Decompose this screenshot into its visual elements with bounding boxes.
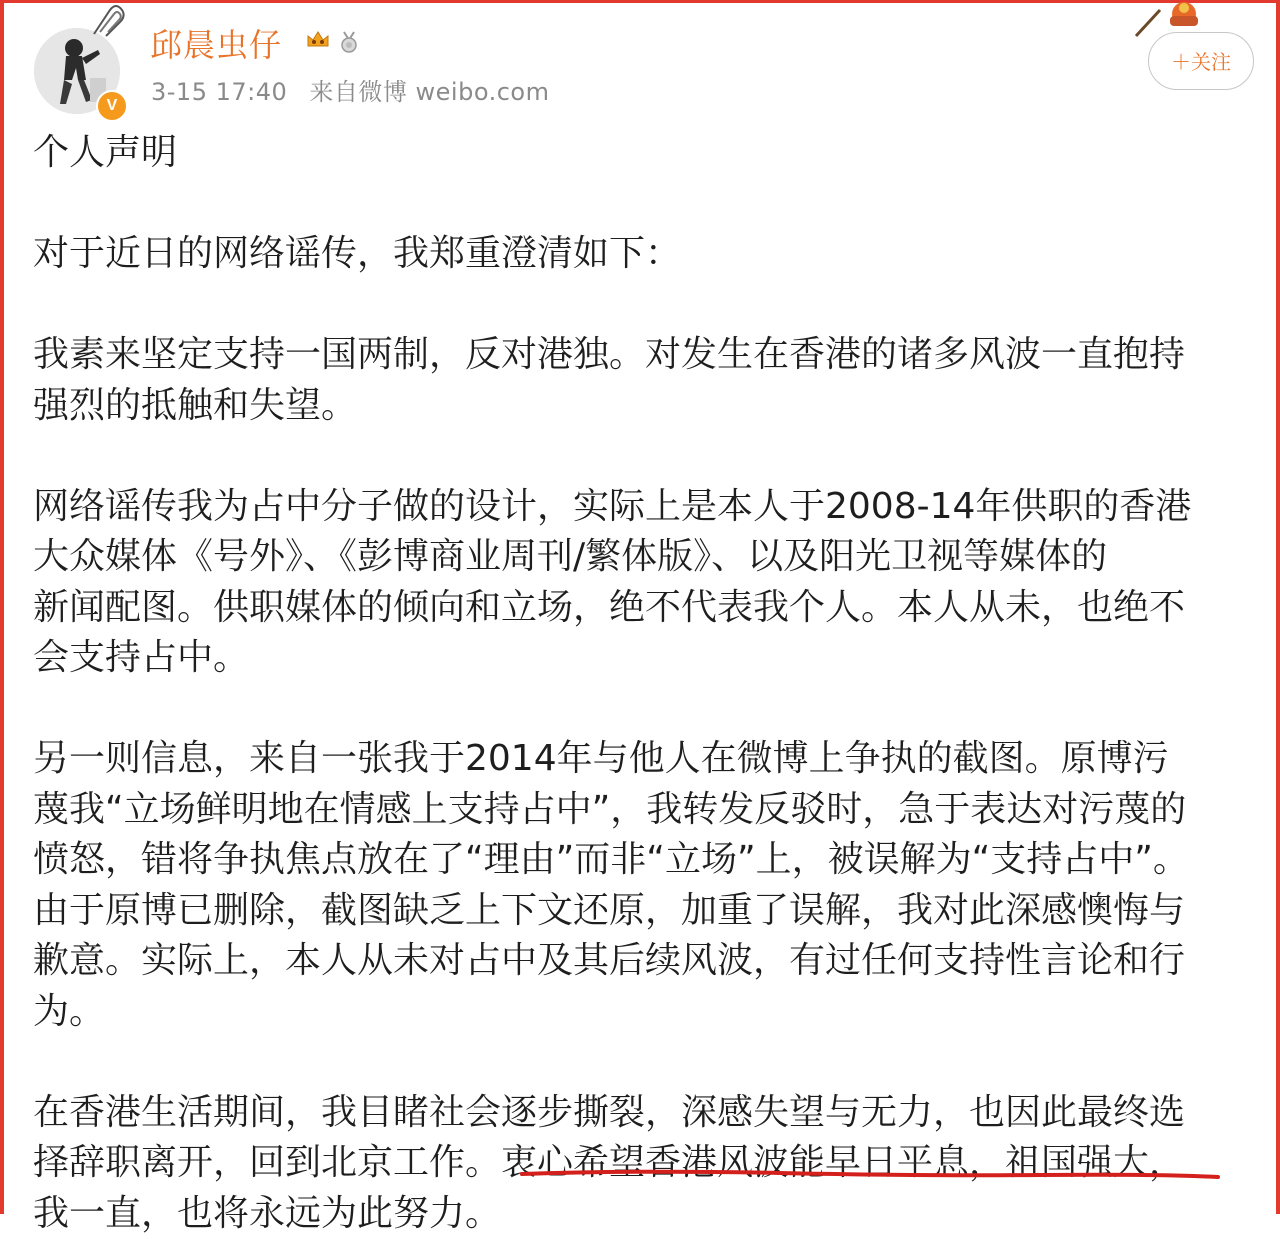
text-line: 蔑我“立场鲜明地在情感上支持占中”，我转发反驳时，急于表达对污蔑的 xyxy=(33,785,1255,836)
text-line: 会支持占中。 xyxy=(33,633,1255,684)
follow-button[interactable]: ＋关注 xyxy=(1148,32,1254,90)
text-line: 愤怒，错将争执焦点放在了“理由”而非“立场”上，被误解为“支持占中”。 xyxy=(33,835,1255,886)
text-line: 另一则信息，来自一张我于2014年与他人在微博上争执的截图。原博污 xyxy=(33,734,1255,785)
paperclip-icon xyxy=(88,4,128,40)
post-time[interactable]: 3-15 17:40 xyxy=(151,78,287,106)
paragraph-design-rumor xyxy=(33,482,1255,684)
text-line: 个人声明 xyxy=(33,128,1255,179)
paragraph-stance xyxy=(33,330,1255,431)
text-line: 对于近日的网络谣传，我郑重澄清如下： xyxy=(33,229,1255,280)
text-line: 网络谣传我为占中分子做的设计，实际上是本人于2008-14年供职的香港 xyxy=(33,482,1255,533)
text-line: 为。 xyxy=(33,987,1255,1038)
text-line: 歉意。实际上，本人从未对占中及其后续风波，有过任何支持性言论和行 xyxy=(33,936,1255,987)
red-frame-left xyxy=(0,0,4,1214)
paragraph-title xyxy=(33,128,1255,179)
text-line: 我素来坚定支持一国两制，反对港独。对发生在香港的诸多风波一直抱持 xyxy=(33,330,1255,381)
post-source[interactable]: 来自微博 weibo.com xyxy=(309,78,549,106)
text-line: 择辞职离开，回到北京工作。衷心希望香港风波能早日平息，祖国强大， xyxy=(33,1138,1255,1189)
red-frame-top xyxy=(0,0,1280,3)
verified-badge-icon: V xyxy=(96,90,128,122)
paragraph-screenshot xyxy=(33,734,1255,1037)
text-line: 大众媒体《号外》、《彭博商业周刊/繁体版》、以及阳光卫视等媒体的 xyxy=(33,532,1255,583)
post-body xyxy=(33,128,1255,1239)
red-underline-annotation xyxy=(520,1168,1220,1180)
text-line: 由于原博已删除，截图缺乏上下文还原，加重了误解，我对此深感懊悔与 xyxy=(33,886,1255,937)
text-line: 我一直，也将永远为此努力。 xyxy=(33,1189,1255,1239)
vip-crown-icon xyxy=(306,30,330,50)
red-frame-right xyxy=(1276,0,1280,1214)
username[interactable]: 邱晨虫仔 xyxy=(150,20,282,66)
post-meta xyxy=(151,72,563,107)
text-line: 新闻配图。供职媒体的倾向和立场，绝不代表我个人。本人从未，也绝不 xyxy=(33,583,1255,634)
paragraph-hongkong-life xyxy=(33,1088,1255,1239)
text-line: 强烈的抵触和失望。 xyxy=(33,381,1255,432)
text-line: 在香港生活期间，我目睹社会逐步撕裂，深感失望与无力，也因此最终选 xyxy=(33,1088,1255,1139)
paragraph-intro xyxy=(33,229,1255,280)
medal-icon xyxy=(338,30,360,54)
